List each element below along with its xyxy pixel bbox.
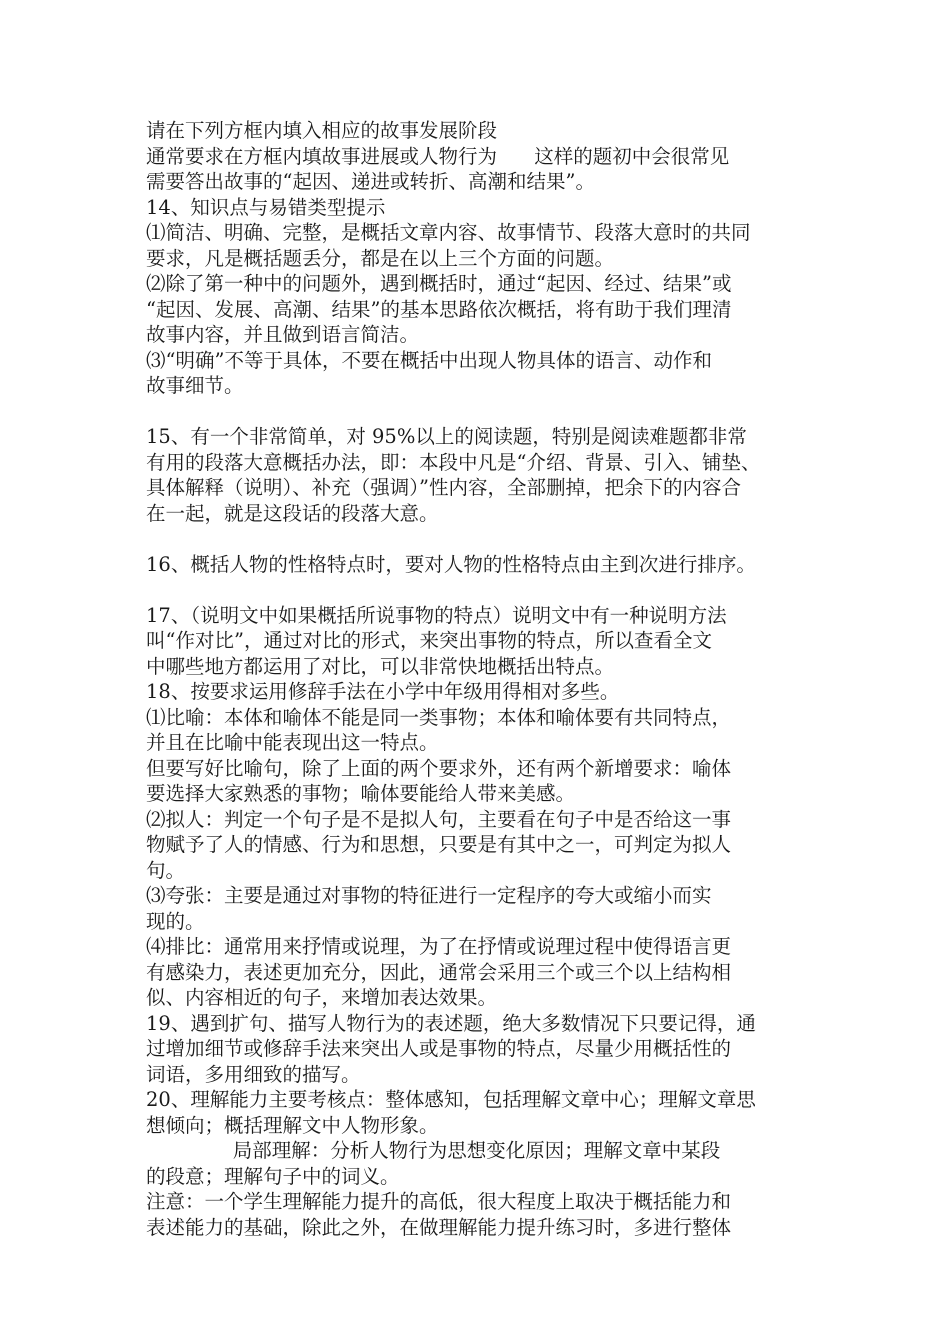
text-line: 似、内容相近的句子，来增加表达效果。 <box>146 986 498 1009</box>
text-line: ⑵除了第一种中的问题外，遇到概括时，通过“起因、经过、结果”或 <box>146 272 732 295</box>
text-line: 需要答出故事的“起因、递进或转折、高潮和结果”。 <box>146 170 595 193</box>
text-line: 现的。 <box>146 909 205 933</box>
blank-line <box>146 399 820 425</box>
text-line: 14、知识点与易错类型提示 <box>146 195 386 219</box>
text-line: 要选择大家熟悉的事物；喻体要能给人带来美感。 <box>146 782 576 805</box>
text-line: 具体解释（说明）、补充（强调）”性内容，全部删掉，把余下的内容合 <box>146 476 741 499</box>
text-line: 通常要求在方框内填故事进展或人物行为 这样的题初中会很常见 <box>146 144 730 168</box>
text-line: 18、按要求运用修辞手法在小学中年级用得相对多些。 <box>146 680 620 703</box>
text-line: 16、概括人物的性格特点时，要对人物的性格特点由主到次进行排序。 <box>146 552 756 576</box>
text-line: 句。 <box>146 858 186 882</box>
text-line: 物赋予了人的情感、行为和思想，只要是有其中之一，可判定为拟人 <box>146 833 732 856</box>
text-line: “起因、发展、高潮、结果”的基本思路依次概括，将有助于我们理清 <box>146 297 732 321</box>
text-line: ⑷排比：通常用来抒情或说理，为了在抒情或说理过程中使得语言更 <box>146 935 732 958</box>
text-line: 词语，多用细致的描写。 <box>146 1062 361 1086</box>
text-line: 表述能力的基础，除此之外，在做理解能力提升练习时，多进行整体 <box>146 1215 732 1239</box>
text-line: ⑴比喻：本体和喻体不能是同一类事物；本体和喻体要有共同特点， <box>146 705 732 729</box>
text-line: 过增加细节或修辞手法来突出人或是事物的特点，尽量少用概括性的 <box>146 1037 732 1060</box>
text-line: 17、（说明文中如果概括所说事物的特点）说明文中有一种说明方法 <box>146 603 727 627</box>
text-line: 故事内容，并且做到语言简洁。 <box>146 323 420 346</box>
text-line: 局部理解：分析人物行为思想变化原因；理解文章中某段 <box>146 1139 721 1162</box>
text-line: 注意：一个学生理解能力提升的高低，很大程度上取决于概括能力和 <box>146 1190 732 1213</box>
text-line: 20、理解能力主要考核点：整体感知，包括理解文章中心；理解文章思 <box>146 1088 756 1111</box>
blank-line <box>146 526 820 552</box>
text-line: 的段意；理解句子中的词义。 <box>146 1164 400 1188</box>
text-line: 在一起，就是这段话的段落大意。 <box>146 501 439 525</box>
text-line: 但要写好比喻句，除了上面的两个要求外，还有两个新增要求：喻体 <box>146 756 732 780</box>
text-line: 19、遇到扩句、描写人物行为的表述题，绝大多数情况下只要记得，通 <box>146 1011 756 1035</box>
text-line: 有感染力，表述更加充分，因此，通常会采用三个或三个以上结构相 <box>146 960 732 984</box>
text-line: 叫“作对比”，通过对比的形式，来突出事物的特点，所以查看全文 <box>146 629 712 652</box>
text-line: 有用的段落大意概括办法，即：本段中凡是“介绍、背景、引入、铺垫、 <box>146 450 761 474</box>
text-line: 故事细节。 <box>146 374 244 397</box>
text-line: 中哪些地方都运用了对比，可以非常快地概括出特点。 <box>146 654 615 678</box>
text-line: 要求，凡是概括题丢分，都是在以上三个方面的问题。 <box>146 246 615 270</box>
document-body <box>146 118 820 1240</box>
text-line: ⑶夸张：主要是通过对事物的特征进行一定程序的夸大或缩小而实 <box>146 884 712 907</box>
text-line: 并且在比喻中能表现出这一特点。 <box>146 731 439 754</box>
blank-line <box>146 577 820 603</box>
text-line: ⑶“明确”不等于具体，不要在概括中出现人物具体的语言、动作和 <box>146 348 712 372</box>
text-line: 请在下列方框内填入相应的故事发展阶段 <box>146 119 498 142</box>
text-line: ⑴简洁、明确、完整，是概括文章内容、故事情节、段落大意时的共同 <box>146 221 751 244</box>
text-line: 想倾向；概括理解文中人物形象。 <box>146 1113 439 1137</box>
text-line: 15、有一个非常简单，对 95%以上的阅读题，特别是阅读难题都非常 <box>146 425 747 448</box>
text-line: ⑵拟人：判定一个句子是不是拟人句，主要看在句子中是否给这一事 <box>146 807 732 831</box>
